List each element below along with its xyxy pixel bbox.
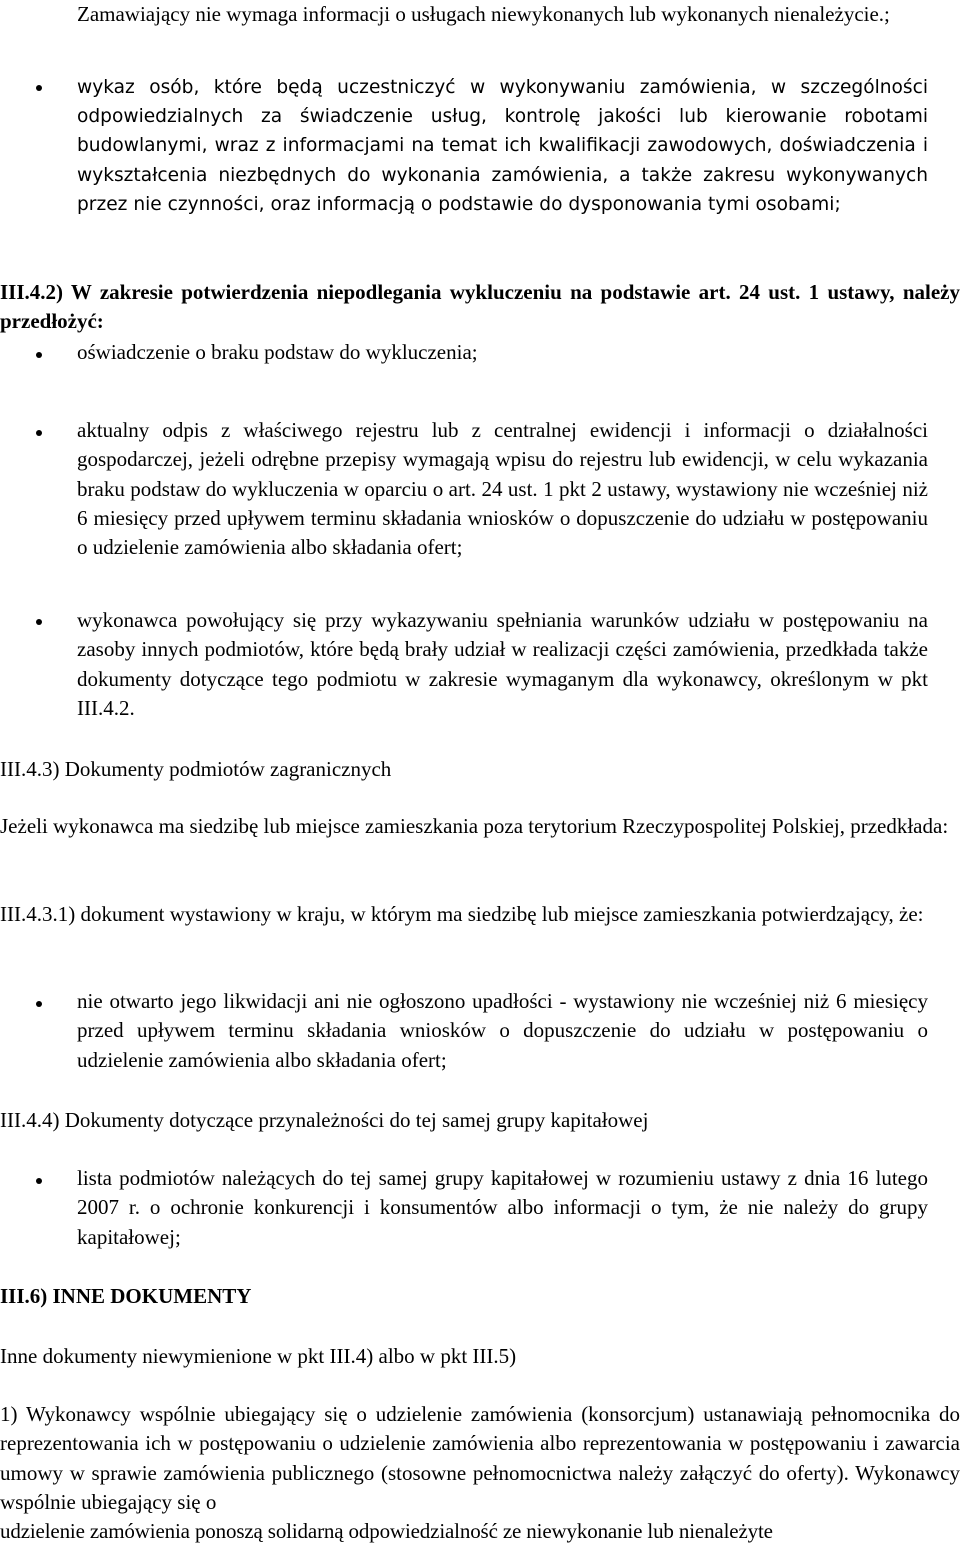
bullet-dot [36, 1178, 42, 1184]
subcontractor-resources-item: wykonawca powołujący się przy wykazywaniu spełniania warunków udziału w postępowaniu na zasoby innych podmiotów, które będą brały udział w realizacji części zamówienia, przedkłada także dokumenty dotyczące tego podmiotu w zakresie wymaganym dla wykonawcy, określonym w pkt III.4.2. [77, 608, 928, 720]
staff-list-item: wykaz osób, które będą uczestniczyć w wykonywaniu zamówienia, w szczególności odpowiedzialnych za świadczenie usług, kontrolę jakości lub kierowanie robotami budowlanymi, wraz z informacjami na temat ich kwalifikacji zawodowych, doświadczenia i wykształcenia niezbędnych do wykonania zamówienia, a także zakresu wykonywanych przez nie czynności, oraz informacją o podstawie do dysponowania tymi osobami; [77, 77, 928, 215]
capital-group-item: lista podmiotów należących do tej samej grupy kapitałowej w rozumieniu ustawy z dnia 16 lutego 2007 r. o ochronie konkurencji i konsumentów albo informacji o tym, że nie należy do grupy kapitałowej; [77, 1166, 928, 1249]
section-heading-343: III.4.3) Dokumenty podmiotów zagranicznych [0, 757, 392, 781]
foreign-entities-paragraph: Jeżeli wykonawca ma siedzibę lub miejsce zamieszkania poza terytorium Rzeczypospolitej Polskiej, przedkłada: [0, 814, 949, 838]
section-heading-3431: III.4.3.1) dokument wystawiony w kraju, w którym ma siedzibę lub miejsce zamieszkania potwierdzający, że: [0, 902, 924, 926]
bullet-dot [36, 352, 42, 358]
liquidation-item: nie otwarto jego likwidacji ani nie ogłoszono upadłości - wystawiony nie wcześniej niż 6 miesięcy przed upływem terminu składania wniosków o dopuszczenie do udziału w postępowaniu o udzielenie zamówienia albo składania ofert; [77, 989, 928, 1072]
register-extract-item: aktualny odpis z właściwego rejestru lub z centralnej ewidencji i informacji o działalności gospodarczej, jeżeli odrębne przepisy wymagają wpisu do rejestru lub ewidencji, w celu wykazania braku podstaw do wykluczenia w oparciu o art. 24 ust. 1 pkt 2 ustawy, wystawiony nie wcześniej niż 6 miesięcy przed upływem terminu składania wniosków o dopuszczenie do udziału w postępowaniu o udzielenie zamówienia albo składania ofert; [77, 418, 928, 560]
other-documents-paragraph: Inne dokumenty niewymienione w pkt III.4) albo w pkt III.5) [0, 1344, 517, 1368]
consortium-paragraph: 1) Wykonawcy wspólnie ubiegający się o udzielenie zamówienia (konsorcjum) ustanawiają pełnomocnika do reprezentowania ich w postępowaniu o udzielenie zamówienia albo reprezentowania w postępowaniu i zawarcia umowy w sprawie zamówienia publicznego (stosowne pełnomocnictwa należy załączyć do oferty). Wykonawcy wspólnie ubiegający się o [0, 1402, 960, 1514]
bullet-dot [36, 619, 42, 625]
section-heading-344: III.4.4) Dokumenty dotyczące przynależności do tej samej grupy kapitałowej [0, 1108, 649, 1132]
consortium-paragraph-last-line: udzielenie zamówienia ponoszą solidarną odpowiedzialność ze niewykonanie lub nienależyte [0, 1519, 773, 1543]
bullet-dot [36, 430, 42, 436]
exclusion-statement-item: oświadczenie o braku podstaw do wykluczenia; [77, 340, 478, 364]
intro-paragraph: Zamawiający nie wymaga informacji o usługach niewykonanych lub wykonanych nienależycie.; [77, 2, 890, 26]
bullet-dot [36, 85, 42, 91]
bullet-dot [36, 1001, 42, 1007]
section-heading-342: III.4.2) W zakresie potwierdzenia niepodlegania wykluczeniu na podstawie art. 24 ust. 1 ustawy, należy przedłożyć: [0, 280, 960, 334]
section-heading-36: III.6) INNE DOKUMENTY [0, 1284, 252, 1308]
